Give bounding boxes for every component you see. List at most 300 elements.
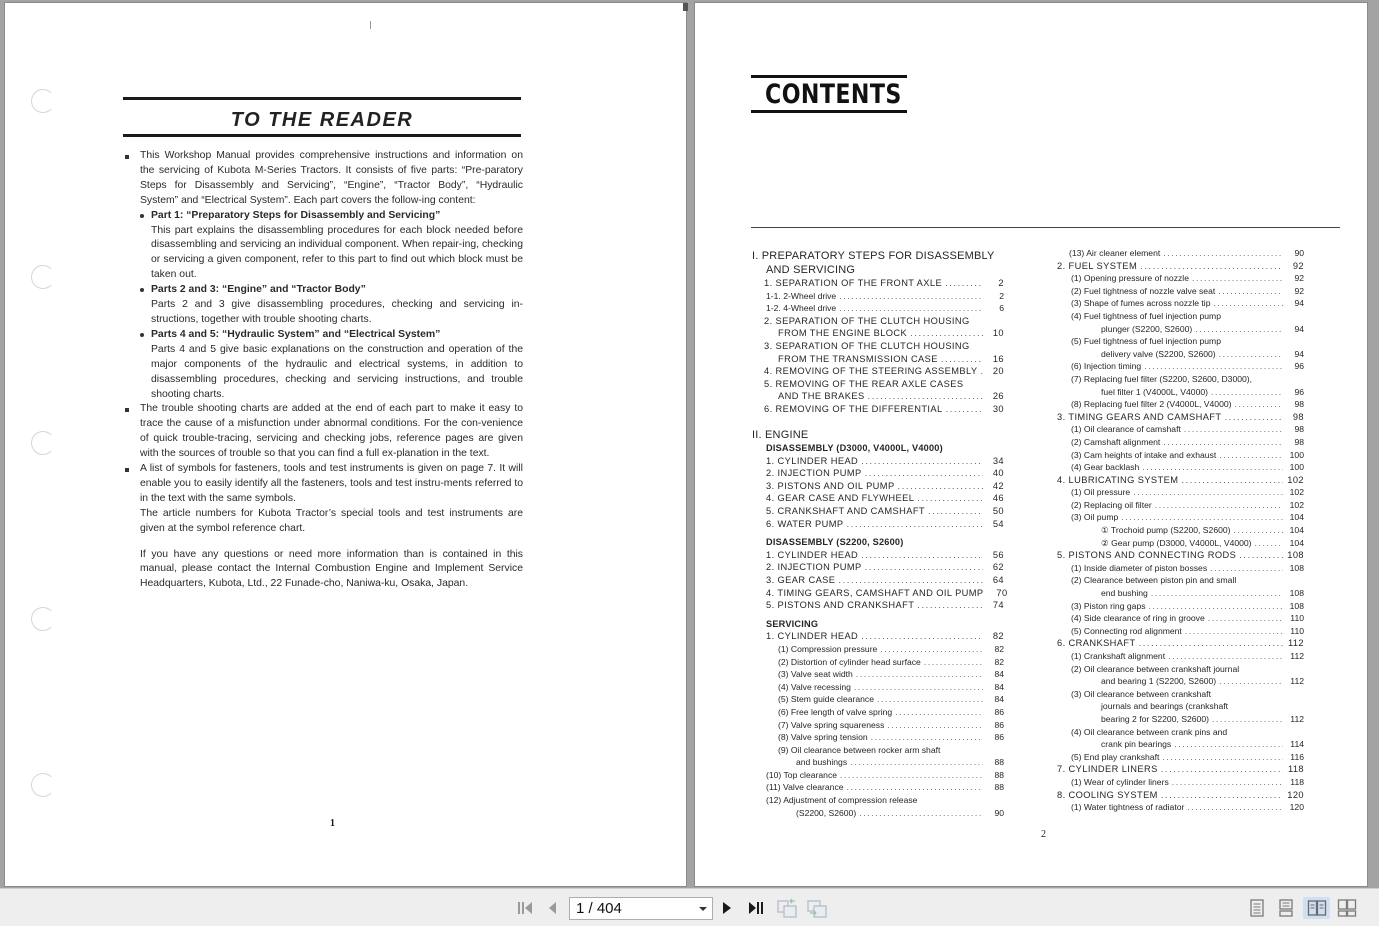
dot-leader [946, 403, 983, 416]
toc-entry[interactable] [1057, 713, 1304, 726]
dot-leader [861, 549, 983, 562]
toc-page-number: 84 [994, 694, 1004, 705]
dot-leader [1140, 260, 1283, 273]
toc-entry[interactable] [752, 630, 1004, 643]
toc-entry[interactable] [752, 455, 1004, 468]
title-rule-top [123, 97, 521, 100]
toc-entry[interactable] [1057, 285, 1304, 298]
paragraph: If you have any questions or need more information than is contained in this manual, please contact the Internal Combustion Engine and Implement Service Headquarters, Kubota, Ltd., 22 Funade-cho, Naniwa-ku, Osaka, Japan. [140, 548, 523, 590]
toc-section-heading [752, 264, 1004, 278]
toc-entry-label: AND SERVICING [766, 263, 856, 276]
toc-page-number: 6 [999, 303, 1004, 314]
dot-leader [1142, 461, 1283, 474]
dot-leader [1187, 801, 1283, 814]
previous-page-button[interactable] [543, 897, 561, 919]
toc-page-number: 86 [994, 706, 1004, 717]
toc-entry[interactable] [1057, 360, 1304, 373]
toc-entry-label: ① Trochoid pump (S2200, S2600) [1101, 525, 1231, 536]
toc-page-number: 92 [1294, 285, 1304, 296]
toc-page-number: 98 [1294, 436, 1304, 447]
toc-entry[interactable] [752, 574, 1004, 587]
dot-leader [1161, 789, 1283, 802]
dot-leader [856, 668, 983, 681]
toc-entry[interactable] [1057, 625, 1304, 638]
toc-entry-label: and bearing 1 (S2200, S2600) [1101, 676, 1217, 687]
toc-page-number: 82 [992, 631, 1004, 642]
rotate-clockwise-button[interactable] [805, 897, 829, 919]
toc-page-number: 102 [1287, 474, 1304, 485]
dot-leader [1195, 323, 1283, 336]
toc-entry[interactable] [752, 719, 1004, 732]
toc-entry-label: 6. REMOVING OF THE DIFFERENTIAL [764, 403, 943, 414]
toc-entry-label: (4) Valve recessing [778, 681, 851, 692]
toc-entry-label: 5. PISTONS AND CRANKSHAFT [766, 600, 915, 611]
dot-leader [1149, 600, 1283, 613]
toc-entry-label: (1) Oil clearance of camshaft [1071, 424, 1181, 435]
toc-page-number: 46 [992, 493, 1004, 504]
toc-entry-label: ② Gear pump (D3000, V4000L, V4000) [1101, 537, 1252, 548]
toc-entry [1057, 700, 1304, 713]
dot-leader [838, 574, 983, 587]
toc-entry [1057, 574, 1304, 587]
toc-entry[interactable] [752, 327, 1004, 340]
toc-page-number: 2 [998, 278, 1004, 288]
toc-entry [752, 315, 1004, 328]
dot-leader [910, 327, 983, 340]
toc-section-heading [752, 618, 1004, 631]
toc-entry-label: DISASSEMBLY (S2200, S2600) [766, 537, 904, 548]
toc-entry[interactable] [752, 756, 1004, 769]
toc-page-number: 118 [1287, 764, 1304, 775]
part-heading: Part 1: “Preparatory Steps for Disassembly and Servicing” [123, 209, 523, 224]
title-rule-top [751, 75, 907, 78]
toc-page-number: 104 [1289, 537, 1304, 548]
paragraph: Parts 2 and 3 give disassembling procedures, checking and servicing in-structions, together with trouble shooting charts. [151, 299, 523, 325]
toc-entry[interactable] [752, 769, 1004, 782]
toc-page-number: 88 [994, 769, 1004, 780]
dot-leader [877, 693, 983, 706]
toc-entry[interactable] [752, 467, 1004, 480]
toc-entry-label: (S2200, S2600) [796, 807, 857, 818]
paragraph-spacer [123, 537, 523, 548]
dot-leader [1212, 713, 1283, 726]
toc-entry-label: AND THE BRAKES [778, 391, 865, 402]
toc-entry[interactable] [1057, 499, 1304, 512]
dot-leader [1155, 499, 1283, 512]
dot-leader [1151, 587, 1283, 600]
toc-page-number: 10 [992, 328, 1004, 339]
toc-entry[interactable] [1057, 398, 1304, 411]
dot-leader [928, 505, 983, 518]
page-2 [695, 3, 1367, 886]
toc-entry[interactable] [1057, 612, 1304, 625]
first-page-button[interactable] [514, 897, 536, 919]
toc-page-number: 108 [1289, 562, 1304, 573]
toc-entry-label: 4. LUBRICATING SYSTEM [1057, 474, 1179, 485]
toc-entry[interactable] [752, 549, 1004, 562]
dot-leader [865, 467, 983, 480]
toc-entry-label: (8) Valve spring tension [778, 732, 868, 743]
toc-entry [1057, 688, 1304, 701]
toc-entry-label: FROM THE ENGINE BLOCK [778, 328, 908, 339]
dot-leader [1184, 423, 1283, 436]
paragraph: A list of symbols for fasteners, tools and test instruments is given on page 7. It will enable you to easily identify all the fasteners, tools and test instru-ments referred to in the text with the same symbols. [123, 462, 523, 507]
dot-leader [895, 706, 983, 719]
toc-entry[interactable] [1057, 587, 1304, 600]
toc-entry[interactable] [1057, 650, 1304, 663]
toc-entry-label: FROM THE TRANSMISSION CASE [778, 353, 938, 364]
dot-leader [1219, 348, 1283, 361]
dot-leader [917, 492, 983, 505]
toc-entry-label: and bushings [796, 757, 848, 768]
toc-entry-label: 3. SEPARATION OF THE CLUTCH HOUSING [764, 340, 970, 351]
toc-page-number: 42 [992, 480, 1004, 491]
toc-entry[interactable] [1057, 272, 1304, 285]
toc-entry[interactable] [1057, 449, 1304, 462]
toc-entry-label: crank pin bearings [1101, 739, 1172, 750]
toc-entry[interactable] [1057, 776, 1304, 789]
toc-page-number: 16 [992, 353, 1004, 364]
toc-page-number: 120 [1289, 802, 1304, 813]
toc-entry[interactable] [752, 781, 1004, 794]
toc-page-number: 92 [1292, 260, 1304, 271]
toc-entry[interactable] [1057, 763, 1304, 776]
toc-entry-label: (3) Oil pump [1071, 512, 1119, 523]
chevron-left-icon [546, 900, 558, 916]
toc-entry-label: (5) Fuel tightness of fuel injection pump [1071, 336, 1221, 347]
toc-entry[interactable] [1057, 461, 1304, 474]
toc-page-number: 26 [992, 391, 1004, 402]
toc-entry[interactable] [1057, 675, 1304, 688]
toc-entry-label: II. ENGINE [752, 428, 809, 441]
dot-leader [1163, 247, 1283, 260]
toc-entry-label: (5) End play crankshaft [1071, 751, 1160, 762]
toc-entry-label: 2. FUEL SYSTEM [1057, 260, 1138, 271]
dot-leader [839, 302, 983, 315]
toc-entry-label: 1. CYLINDER HEAD [766, 631, 859, 642]
toc-page-number: 70 [996, 587, 1008, 598]
page-number: 1 [330, 818, 335, 829]
toc-entry-label: (1) Inside diameter of piston bosses [1071, 562, 1208, 573]
toc-section-heading [752, 250, 1004, 264]
toc-page-number: 108 [1289, 600, 1304, 611]
toc-page-number: 34 [992, 455, 1004, 466]
page-number-select[interactable] [569, 897, 713, 920]
toc-entry[interactable] [752, 365, 1004, 378]
toc-entry[interactable] [1057, 423, 1304, 436]
dot-leader [839, 290, 983, 303]
toc-entry[interactable] [752, 561, 1004, 574]
toc-entry [1057, 373, 1304, 386]
toc-entry-label: 1. CYLINDER HEAD [766, 455, 859, 466]
dot-leader [854, 681, 983, 694]
two-page-continuous-icon [1337, 899, 1357, 917]
toc-entry [752, 744, 1004, 757]
dot-leader [840, 769, 983, 782]
toc-entry[interactable] [752, 518, 1004, 531]
toc-page-number: 112 [1290, 651, 1304, 661]
toc-page-number: 62 [992, 562, 1004, 573]
toc-page-number: 120 [1287, 789, 1304, 800]
toc-entry[interactable] [752, 706, 1004, 719]
toc-entry [752, 340, 1004, 353]
toc-entry [752, 794, 1004, 807]
toc-entry[interactable] [1057, 537, 1304, 550]
page-splitter-handle[interactable] [683, 3, 688, 11]
toc-entry-label: (13) Air cleaner element [1069, 248, 1161, 258]
dot-leader [847, 518, 983, 531]
toc-entry [752, 378, 1004, 391]
toc-entry-label: 1-1. 2-Wheel drive [766, 290, 837, 301]
dot-leader [1121, 511, 1283, 524]
toc-page-number: 88 [994, 782, 1004, 793]
dropdown-caret-icon [699, 907, 707, 911]
toc-entry-label: SERVICING [766, 618, 819, 629]
toc-entry[interactable] [752, 731, 1004, 744]
toc-page-number: 86 [994, 719, 1004, 730]
toc-entry[interactable] [1057, 260, 1304, 273]
paragraph: Parts 4 and 5 give basic explanations on the construction and operation of the major components of the hydraulic and electrical systems, in addition to disassembling procedures, checking and servicing instructions, and trouble shooting charts. [151, 343, 523, 400]
toc-page-number: 110 [1290, 625, 1304, 636]
punch-hole-mark [31, 607, 55, 631]
toc-page-number: 102 [1289, 499, 1304, 510]
part-heading: Parts 2 and 3: “Engine” and “Tractor Body” [123, 283, 523, 298]
toc-page-number: 102 [1289, 487, 1304, 498]
toc-entry-label: 1. SEPARATION OF THE FRONT AXLE [764, 278, 943, 288]
toc-entry[interactable] [1057, 323, 1304, 336]
toc-page-number: 108 [1287, 550, 1304, 561]
toc-page-number: 54 [992, 518, 1004, 529]
toc-entry[interactable] [752, 693, 1004, 706]
toc-entry-label: 5. CRANKSHAFT AND CAMSHAFT [766, 506, 925, 516]
toc-entry-label: 3. TIMING GEARS AND CAMSHAFT [1057, 411, 1222, 422]
toc-entry[interactable] [1057, 524, 1304, 537]
toc-entry-label: (5) Stem guide clearance [778, 694, 875, 705]
toc-entry-label: (6) Injection timing [1071, 361, 1142, 372]
toc-entry-label: (4) Fuel tightness of fuel injection pump [1071, 310, 1221, 321]
toc-entry-label: (9) Oil clearance between rocker arm shaft [778, 744, 941, 755]
view-continuous-button[interactable] [1275, 897, 1297, 919]
dot-leader [1162, 751, 1283, 764]
toc-entry-label: journals and bearings (crankshaft [1101, 701, 1229, 712]
dot-leader [880, 643, 983, 656]
dot-leader [1235, 398, 1283, 411]
toc-page-number: 90 [994, 807, 1004, 818]
toc-entry[interactable] [752, 599, 1004, 612]
paragraph: The article numbers for Kubota Tractor’s special tools and test instruments are given at the symbol reference chart. [140, 507, 523, 534]
dot-leader [1219, 675, 1283, 688]
punch-hole-mark [31, 265, 55, 289]
toc-entry[interactable] [752, 505, 1004, 518]
dot-leader [861, 455, 983, 468]
last-page-button[interactable] [745, 897, 767, 919]
page-title: CONTENTS [765, 79, 902, 110]
single-page-icon [1249, 899, 1265, 917]
toc-entry[interactable] [1057, 474, 1304, 487]
toc-entry[interactable] [1057, 738, 1304, 751]
toc-page-number: 20 [992, 366, 1004, 377]
toc-entry-label: (8) Replacing fuel filter 2 (V4000L, V4000) [1071, 399, 1232, 410]
toc-entry[interactable] [1057, 411, 1304, 424]
toc-entry[interactable] [1057, 549, 1304, 562]
toc-entry [1057, 726, 1304, 739]
toc-entry[interactable] [752, 353, 1004, 366]
toc-entry[interactable] [1057, 751, 1304, 764]
dot-leader [1185, 625, 1283, 638]
toc-entry[interactable] [752, 643, 1004, 656]
dot-leader [1208, 612, 1283, 625]
rotate-counterclockwise-button[interactable] [775, 897, 799, 919]
toc-entry-label: fuel filter 1 (V4000L, V4000) [1101, 386, 1209, 397]
toc-page-number: 94 [1294, 298, 1304, 309]
toc-page-number: 50 [992, 506, 1004, 516]
toc-entry-label: 4. TIMING GEARS, CAMSHAFT AND OIL PUMP [766, 587, 984, 598]
section-divider [751, 227, 1340, 228]
toc-entry-label: (1) Compression pressure [778, 643, 878, 654]
dot-leader [924, 656, 983, 669]
toc-entry[interactable] [1057, 436, 1304, 449]
dot-leader [850, 756, 983, 769]
toc-entry-label: (1) Wear of cylinder liners [1071, 776, 1169, 787]
toc-entry-label: (2) Replacing oil filter [1071, 499, 1152, 510]
toc-entry[interactable] [1057, 562, 1304, 575]
view-single-page-button[interactable] [1246, 897, 1268, 919]
toc-entry[interactable] [752, 681, 1004, 694]
toc-page-number: 110 [1290, 613, 1304, 624]
toc-entry[interactable] [1057, 600, 1304, 613]
toc-page-number: 104 [1289, 525, 1304, 536]
toc-page-number: 86 [994, 732, 1004, 743]
toc-page-number: 98 [1294, 399, 1304, 410]
toc-section-heading [752, 536, 1004, 549]
continuous-page-icon [1278, 899, 1294, 917]
toc-entry[interactable] [1057, 247, 1304, 260]
dot-leader [1168, 650, 1283, 663]
skip-back-icon [516, 900, 534, 916]
toc-page-number: 104 [1289, 512, 1304, 523]
toc-page-number: 82 [994, 656, 1004, 667]
toc-entry-label: (3) Piston ring gaps [1071, 600, 1146, 611]
toc-page-number: 84 [994, 681, 1004, 692]
dot-leader [1234, 524, 1283, 537]
toc-entry-label: (3) Shape of fumes across nozzle tip [1071, 298, 1211, 309]
toc-entry[interactable] [1057, 486, 1304, 499]
title-rule-bottom [751, 110, 907, 113]
toc-page-number: 94 [1294, 323, 1304, 334]
toc-page-number: 2 [999, 290, 1004, 301]
toc-entry-label: (2) Camshaft alignment [1071, 436, 1161, 447]
toc-entry [1057, 663, 1304, 676]
toc-entry-label: DISASSEMBLY (D3000, V4000L, V4000) [766, 443, 943, 454]
toc-entry-label: 3. PISTONS AND OIL PUMP [766, 480, 895, 491]
toc-entry-label: (4) Side clearance of ring in groove [1071, 613, 1205, 624]
toc-entry-label: (4) Gear backlash [1071, 462, 1140, 473]
view-two-page-continuous-button[interactable] [1335, 897, 1359, 919]
toc-page-number: 84 [994, 669, 1004, 680]
toc-page-number: 40 [992, 468, 1004, 479]
toc-entry[interactable] [752, 277, 1004, 290]
page-1 [5, 3, 686, 886]
dot-leader [887, 719, 983, 732]
dot-leader [1144, 360, 1283, 373]
dot-leader [1219, 449, 1283, 462]
toc-entry[interactable] [1057, 297, 1304, 310]
toc-entry[interactable] [752, 656, 1004, 669]
toc-entry-label: (10) Top clearance [766, 769, 838, 780]
toc-entry[interactable] [752, 403, 1004, 416]
toc-page-number: 82 [994, 643, 1004, 654]
title-rule-bottom [123, 134, 521, 137]
toc-page-number: 112 [1290, 713, 1304, 724]
toc-entry-label: bearing 2 for S2200, S2600) [1101, 713, 1209, 724]
toc-entry-label: 6. WATER PUMP [766, 518, 844, 529]
view-two-page-button[interactable] [1303, 897, 1330, 919]
toc-page-number: 100 [1289, 462, 1304, 473]
toc-entry-label: 2. SEPARATION OF THE CLUTCH HOUSING [764, 315, 970, 326]
toc-entry-label: I. PREPARATORY STEPS FOR DISASSEMBLY [752, 250, 995, 262]
toc-spacer [752, 416, 1004, 429]
dot-leader [868, 390, 983, 403]
dot-leader [1163, 436, 1283, 449]
toc-page-number: 98 [1292, 411, 1304, 422]
toc-entry [1057, 310, 1304, 323]
dot-leader [1192, 272, 1283, 285]
toc-page-number: 100 [1289, 449, 1304, 460]
toc-column-right [1057, 247, 1304, 814]
toc-entry[interactable] [1057, 801, 1304, 814]
toc-entry[interactable] [1057, 789, 1304, 802]
paragraph: The trouble shooting charts are added at the end of each part to make it easy to trace the cause of a misfunction under abnormal conditions. For the con-venience of quick trouble-tracing, servicing and checking jobs, reference pages are given with the sources of trouble so that you can find a full ex-planation in the text. [123, 402, 523, 462]
dot-leader [941, 353, 983, 366]
toc-entry[interactable] [752, 492, 1004, 505]
toc-entry-label: 5. PISTONS AND CONNECTING RODS [1057, 550, 1237, 561]
toc-entry[interactable] [1057, 637, 1304, 650]
toc-entry-label: (2) Fuel tightness of nozzle valve seat [1071, 285, 1216, 296]
toc-entry[interactable] [752, 587, 1008, 600]
two-page-icon [1307, 899, 1327, 917]
toc-entry-label: (1) Opening pressure of nozzle [1071, 273, 1189, 284]
toc-section-heading [752, 429, 1004, 443]
toc-entry-label: (11) Valve clearance [766, 782, 844, 793]
toc-entry[interactable] [1057, 386, 1304, 399]
next-page-button[interactable] [718, 897, 736, 919]
toc-entry[interactable] [1057, 348, 1304, 361]
dot-leader [1255, 537, 1283, 550]
toc-entry[interactable] [752, 390, 1004, 403]
toc-entry-label: (2) Distortion of cylinder head surface [778, 656, 921, 667]
toc-entry-label: plunger (S2200, S2600) [1101, 323, 1193, 334]
toc-entry[interactable] [1057, 511, 1304, 524]
toc-entry-label: (6) Free length of valve spring [778, 706, 893, 717]
reader-body-text [123, 149, 523, 592]
toc-entry-label: 4. GEAR CASE AND FLYWHEEL [766, 493, 915, 504]
dot-leader [1161, 763, 1283, 776]
punch-hole-mark [31, 431, 55, 455]
dot-leader [945, 277, 983, 290]
dot-leader [861, 630, 983, 643]
toc-entry[interactable] [752, 807, 1004, 820]
toc-page-number: 96 [1294, 361, 1304, 372]
toc-entry[interactable] [752, 668, 1004, 681]
toc-entry[interactable] [752, 480, 1004, 493]
toc-entry[interactable] [752, 290, 1004, 303]
rotate-left-icon [776, 898, 798, 918]
dot-leader [1172, 776, 1283, 789]
toc-entry-label: 1. CYLINDER HEAD [766, 549, 859, 560]
toc-entry[interactable] [752, 302, 1004, 315]
dot-leader [1218, 285, 1283, 298]
toc-entry-label: end bushing [1101, 588, 1148, 599]
